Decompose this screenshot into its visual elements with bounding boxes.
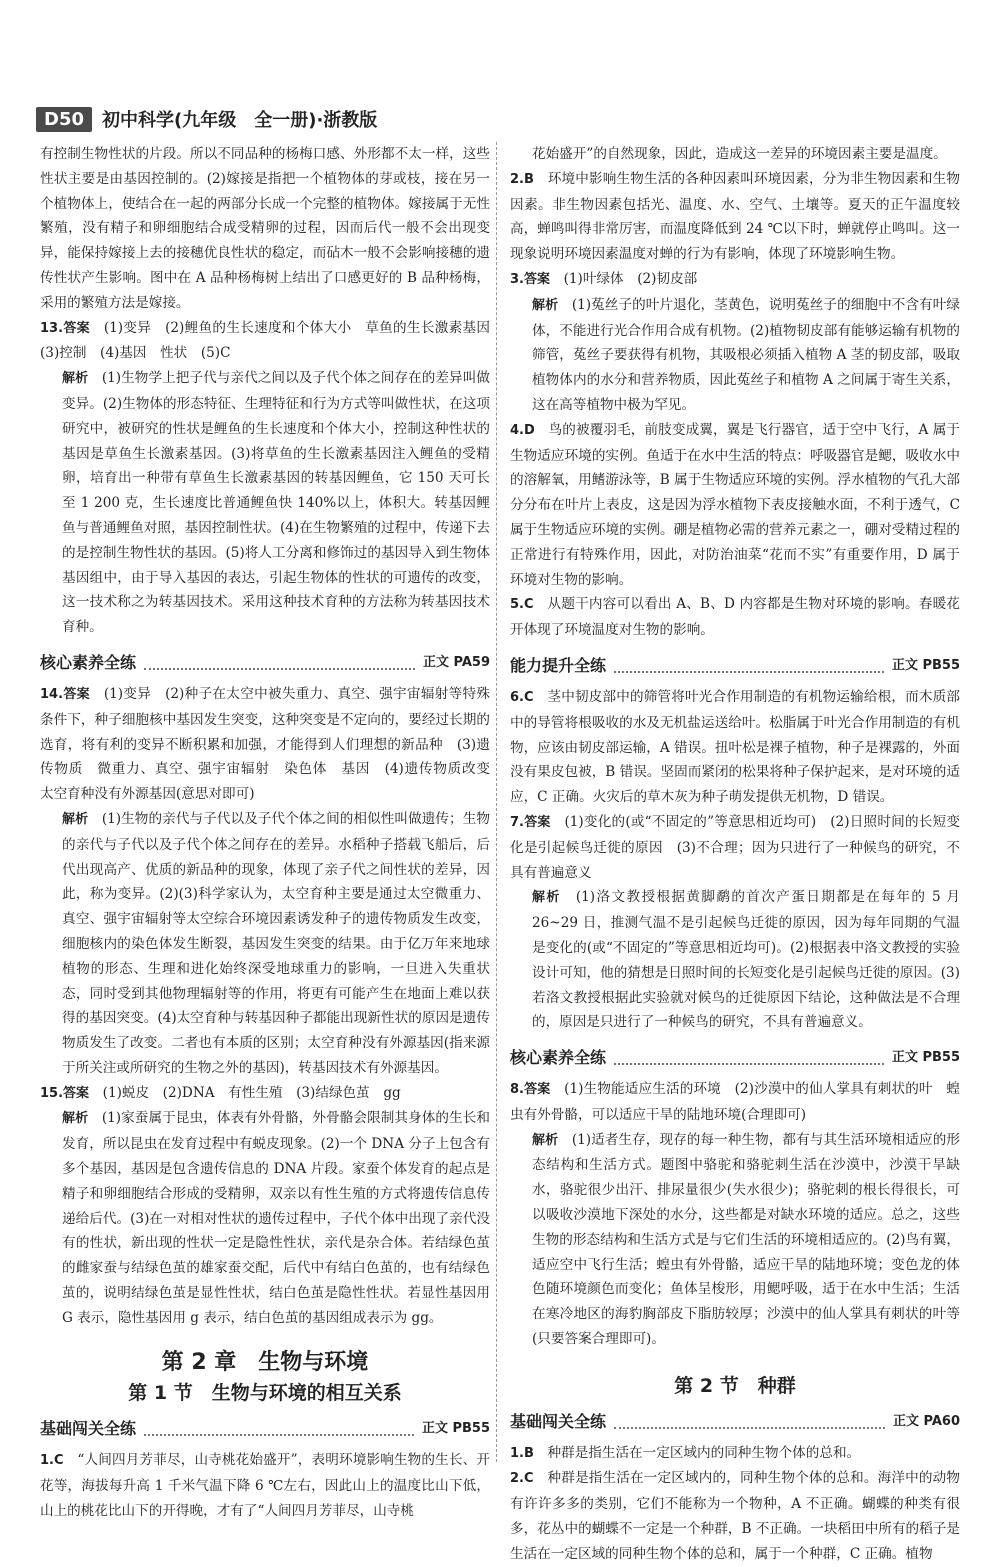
question-3-explanation [510,293,960,418]
answer-label: 答案 [523,814,551,830]
continued-paragraph: 花始盛开”的自然现象，因此，造成这一差异的环境因素主要是温度。 [532,146,947,162]
dotted-leader [614,671,884,673]
question-number: 15. [40,1085,64,1101]
question-text: “人间四月芳菲尽，山寺桃花始盛开”，表明环境影响生物的生长、开花等，海拔每升高 1 千米气温下降 6 ℃左右，因此山上的温度比山下低，山上的桃花比山下的开得晚，才有了“人间四月芳菲尽，山寺桃 [40,1452,490,1519]
intro-paragraph: 有控制生物性状的片段。所以不同品种的杨梅口感、外形都不太一样，这些性状主要是由基因控制的。(2)嫁接是指把一个植物体的芽或枝，接在另一个植物体上，使结合在一起的两部分长成一个完整的植物体。嫁接属于无性繁殖，没有精子和卵细胞结合成受精卵的过程，因而后代一般不会出现变异，能保持嫁接上去的接穗优良性状的稳定，而砧木一般不会影响接穗的遗传性状产生影响。图中在 A 品种杨梅树上结出了口感更好的 B 品种杨梅，采用的繁殖方法是嫁接。 [40,146,490,311]
right-column [510,142,960,1567]
explanation-text: (1)生物学上把子代与亲代之间以及子代个体之间存在的差异叫做变异。(2)生物体的形态特征、生理特征和行为方式等叫做性状，在这项研究中，被研究的性状是鲤鱼的生长速度和个体大小，控制这种性状的基因是草鱼生长激素基因。(3)将草鱼的生长激素基因注入鲤鱼的受精卵，培育出一种带有草鱼生长激素基因的转基因鲤鱼，它 150 天可长至 1 200 克，生长速度比普通鲤鱼快 140%以上，体积大。转基因鲤鱼与普通鲤鱼对照，基因控制性状。(4)在生物繁殖的过程中，传递下去的是控制生物性状的基因。(5)将人工分离和修饰过的基因导入到生物体基因组中，由于导入基因的表达，引起生物体的性状的可遗传的改变，这一技术称之为转基因技术。采用这种技术育种的方法称为转基因技术育种。 [62,370,490,636]
answer-text: (1)变异 (2)种子在太空中被失重力、真空、强宇宙辐射等特殊条件下，种子细胞核中基因发生突变，这种突变是不定向的，要经过长期的选育，将有利的变异不断积累和加强，才能得到人们理想的新品种 (3)遗传物质 微重力、真空、强宇宙辐射 染色体 基因 (4)遗传物质改变 太空育种没有外源基因(意思对即可) [40,685,504,803]
explanation-label: 解析 [532,890,561,906]
question-4 [510,418,960,593]
answer-text: (1)变化的(或“不固定的”等意思相近均可) (2)日照时间的长短变化是引起候鸟迁徙的原因 (3)不合理；因为只进行了一种候鸟的研究，不具有普遍意义 [510,813,960,881]
section-title: 核心素养全练 [40,653,137,673]
question-1 [510,1441,960,1467]
explanation-label: 解析 [62,811,89,827]
question-7-explanation [510,885,960,1035]
question-8-answer [510,1077,960,1128]
question-13-explanation [40,366,490,640]
section-ref: 正文 PB55 [891,658,960,674]
explanation-text: (1)菟丝子的叶片退化，茎黄色，说明菟丝子的细胞中不含有叶绿体，不能进行光合作用合成有机物。(2)植物韧皮部有能够运输有机物的筛管，菟丝子要获得有机物，其吸根必须插入植物 A 茎的韧皮部，吸取植物体内的水分和营养物质，因此菟丝子和植物 A 之间属于寄生关系，这在高等植物中极为罕见。 [532,296,960,413]
section-header [40,1416,490,1442]
explanation-text: (1)适者生存，现存的每一种生物，都有与其生活环境相适应的形态结构和生活方式。题图中骆驼和骆驼刺生活在沙漠中，沙漠干旱缺水，骆驼很少出汗、排尿量很少(失水很少)；骆驼刺的根长得很长，可以吸收沙漠地下深处的水分，这些都是对缺水环境的适应。总之，这些生物的形态结构和生活方式是与它们生活的环境相适应的。(2)鸟有翼，适应空中飞行生活；蝗虫有外骨骼，适应干旱的陆地环境；变色龙的体色随环境颜色而变化；鱼体呈梭形，用鳃呼吸，适于在水中生活；生活在寒冷地区的海豹胸部皮下脂肪较厚；沙漠中的仙人掌具有刺状的叶等(只要答案合理即可)。 [532,1131,960,1348]
chapter-title: 第 2 章 生物与环境 [161,1349,369,1375]
answer-label: 答案 [63,1085,90,1101]
section-title: 能力提升全练 [510,656,607,676]
page-header [36,104,377,134]
dotted-leader [144,1434,414,1436]
question-number: 3. [510,271,524,287]
answer-text: (1)生物能适应生活的环境 (2)沙漠中的仙人掌具有刺状的叶 蝗虫有外骨骼，可以适应干旱的陆地环境(合理即可) [510,1081,960,1123]
question-1 [40,1448,490,1523]
answer-text: (1)叶绿体 (2)韧皮部 [563,270,698,287]
question-text: 种群是指生活在一定区域内的同种生物个体的总和。 [547,1444,861,1461]
answer-label: 答案 [63,320,90,336]
section-header [510,1045,960,1071]
question-7-answer [510,810,960,885]
question-14-explanation [40,807,490,1081]
explanation-label: 解析 [62,371,89,387]
dotted-leader [144,668,415,670]
explanation-label: 解析 [62,1111,89,1127]
question-number: 1.C [40,1453,64,1469]
explanation-text: (1)家蚕属于昆虫，体表有外骨骼，外骨骼会限制其身体的生长和发育，所以昆虫在发育过程中有蜕皮现象。(2)一个 DNA 分子上包含有多个基因，基因是包含遗传信息的 DNA 片段。家蚕个体发育的起点是精子和卵细胞结合形成的受精卵，双亲以有性生殖的方式将遗传信息传递给后代。(3)在一对相对性状的遗传过程中，子代个体中出现了亲代没有的性状，新出现的性状一定是隐性性状，亲代是杂合体。若结绿色茧的雌家蚕与结绿色茧的雄家蚕交配，后代中有结白色茧的，也有结绿色茧的，说明结绿色茧是显性性状，结白色茧是隐性性状。若显性基因用 G 表示，隐性基因用 g 表示，结白色茧的基因组成表示为 gg。 [62,1110,490,1326]
subsection-title: 第 1 节 生物与环境的相互关系 [128,1382,402,1405]
question-number: 6.C [510,689,534,705]
question-3-answer [510,267,960,293]
section-ref: 正文 PA59 [422,655,490,671]
column-divider [496,142,497,1462]
question-text: 从题干内容可以看出 A、B、D 内容都是生物对环境的影响。春暖花开体现了环境温度对生物的影响。 [510,596,960,639]
question-number: 14. [40,686,64,702]
question-number: 2.C [510,1471,534,1487]
answer-label: 答案 [523,1082,551,1098]
explanation-text: (1)生物的亲代与子代以及子代个体之间的相似性叫做遗传；生物的亲代与子代以及子代个体之间存在的差异。水稻种子搭载飞船后，后代出现高产、优质的新品种的现象，体现了亲子代之间性状的差异，因此，称为变异。(2)(3)科学家认为，太空育种主要是通过太空微重力、真空、强宇宙辐射等太空综合环境因素诱发种子的遗传物质发生改变，细胞核内的染色体发生断裂，基因发生突变的结果。由于亿万年来地球植物的形态、生理和进化始终深受地球重力的影响，一旦进入失重状态，同时受到其他物理辐射等的作用，将更有可能产生在地面上难以获得的基因突变。(4)太空育种与转基因种子都能出现新性状的原因是遗传物质发生了改变。二者也有本质的区别；太空育种没有外源基因(指来源于所关注或所研究的生物之外的基因)，转基因技术有外源基因。 [62,810,490,1076]
question-15-answer [40,1081,490,1107]
question-text: 鸟的被覆羽毛，前肢变成翼，翼是飞行器官，适于空中飞行，A 属于生物适应环境的实例。鱼适于在水中生活的特点：呼吸器官是鳃，吸收水中的溶解氧，用鳍游泳等，B 属于生物适应环境的实例。浮水植物的气孔大部分分布在叶片上表皮，这是因为浮水植物下表皮接触水面，不利于透气，C 属于生物适应环境的实例。硼是植物必需的营养元素之一，硼对受精过程的正常进行有特殊作用，因此，对防治油菜“花而不实”有重要作用，D 属于环境对生物的影响。 [510,421,961,588]
question-number: 13. [40,320,64,336]
explanation-text: (1)洛文教授根据黄脚鹬的首次产蛋日期都是在每年的 5 月 26~29 日，推测气温不是引起候鸟迁徙的原因，因为每年同期的气温是变化的(或“不固定的”等意思相近均可)。(2)根据表中洛文教授的实验设计可知，他的猜想是日照时间的长短变化是引起候鸟迁徙的原因。(3)若洛文教授根据此实验就对候鸟的迁徙原因下结论，这种做法是不合理的，原因是只进行了一种候鸟的研究，不具有普遍意义。 [532,889,961,1031]
question-number: 1.B [510,1445,534,1461]
section-header [40,650,490,676]
section-title: 基础闯关全练 [40,1419,137,1439]
question-text: 种群是指生活在一定区域内的，同种生物个体的总和。海洋中的动物有许许多多的类别，它们不能称为一个物种，A 不正确。蝴蝶的种类有很多，花丛中的蝴蝶不一定是一个种群，B 不正确。一块稻田中所有的稻子是生活在一定区域的同种生物个体的总和，属于一个种群，C 正确。植物 [510,1470,960,1562]
section-header [510,1409,960,1435]
question-13-answer [40,316,504,367]
left-column [40,142,504,1524]
section-header [510,653,960,679]
subsection-title: 第 2 节 种群 [674,1374,796,1397]
question-5 [510,592,960,643]
question-number: 4.D [510,422,535,438]
answer-text: (1)蜕皮 (2)DNA 有性生殖 (3)结绿色茧 gg [102,1084,401,1101]
section-ref: 正文 PA60 [892,1413,960,1429]
explanation-label: 解析 [532,297,559,313]
question-15-explanation [40,1106,490,1330]
question-2 [510,167,960,267]
question-8-explanation [510,1128,960,1352]
question-number: 8. [510,1082,524,1098]
dotted-leader [614,1427,885,1429]
section-title: 核心素养全练 [510,1048,607,1068]
book-title: 初中科学(九年级 全一册)·浙教版 [102,110,378,131]
question-6 [510,685,960,810]
question-number: 5.C [510,597,534,613]
question-text: 环境中影响生物生活的各种因素叫环境因素，分为非生物因素和生物因素。非生物因素包括光、温度、水、空气、土壤等。夏天的正午温度较高，蝉鸣叫得非常厉害，而温度降低到 24 ℃以下时，蝉就停止鸣叫。这一现象说明环境因素温度对蝉的行为有影响，体现了环境影响生物。 [510,170,961,263]
page-number: D50 [36,107,92,132]
answer-text: (1)变异 (2)鲤鱼的生长速度和个体大小 草鱼的生长激素基因 (3)控制 (4)基因 性状 (5)C [40,319,504,362]
section-title: 基础闯关全练 [510,1411,607,1431]
question-2 [510,1466,960,1566]
answer-label: 答案 [523,271,550,287]
section-ref: 正文 PB55 [421,1421,490,1437]
question-14-answer [40,682,504,807]
question-number: 7. [510,814,524,830]
section-ref: 正文 PB55 [891,1050,960,1066]
answer-label: 答案 [63,686,90,702]
question-number: 2.B [510,171,534,187]
question-text: 茎中韧皮部中的筛管将叶光合作用制造的有机物运输给根，而木质部中的导管将根吸收的水及无机盐运送给叶。松脂属于叶光合作用制造的有机物，应该由韧皮部运输，A 错误。扭叶松是裸子植物，种子是裸露的，外面没有果皮包被，B 错误。坚固而紧闭的松果将种子保护起来，是对环境的适应，C 正确。火灾后的草木灰为种子萌发提供无机物，D 错误。 [510,688,960,806]
dotted-leader [614,1063,884,1065]
explanation-label: 解析 [532,1132,559,1148]
